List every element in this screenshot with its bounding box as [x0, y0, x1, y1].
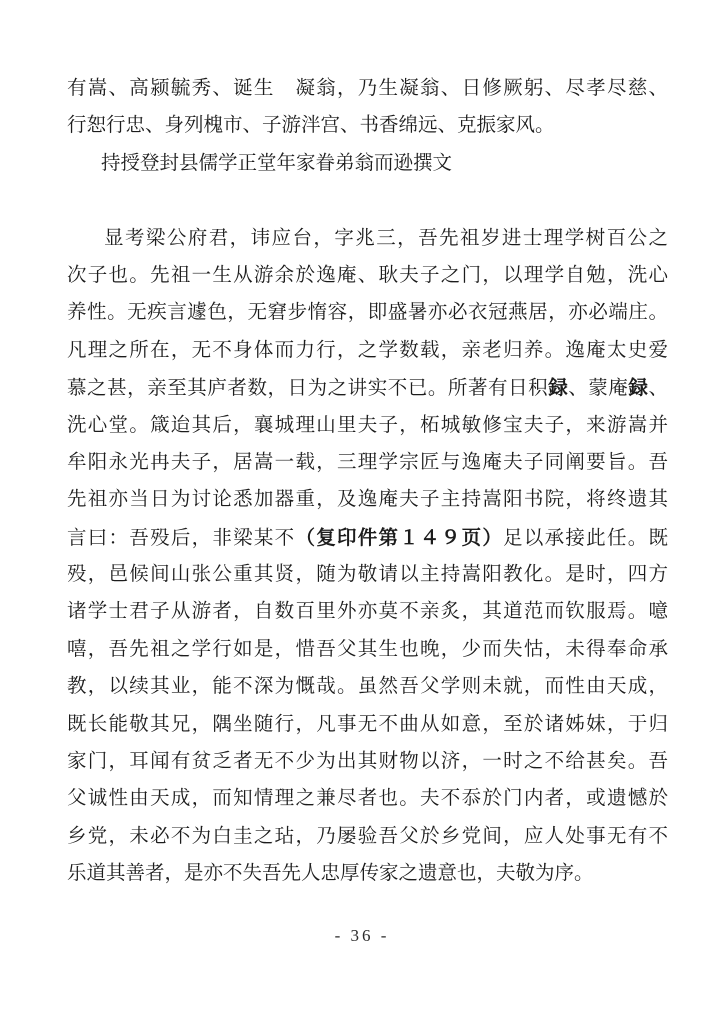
para2-line5 [67, 369, 668, 406]
text-segment: 足以承接此任。既 [503, 527, 668, 549]
para2-line1: 显考梁公府君，讳应台，字兆三，吾先祖岁进士理学树百公之 [104, 227, 668, 249]
para2-line16: 父诚性由天成，而知情理之兼尽者也。夫不忝於门内者，或遗憾於 [67, 788, 668, 810]
para2-line12: 嘻，吾先祖之学行如是，惜吾父其生也晚，少而失怙，未得奉命承 [67, 638, 668, 660]
text-segment: 慕之甚，亲至其庐者数，日为之讲实不已。所著有日积 [67, 378, 549, 400]
para2-line10: 殁，邑候间山张公重其贤，随为敬请以主持嵩阳教化。是时，四方 [67, 564, 668, 586]
copy-page-reference: （复印件第１４９页） [295, 525, 504, 549]
para2-line14: 既长能敬其兄，隅坐随行，凡事无不曲从如意，至於诸姊妹，于归 [67, 713, 668, 735]
page-number: - 36 - [334, 926, 390, 945]
signature-line: 持授登封县儒学正堂年家眷弟翁而逊撰文 [101, 152, 453, 174]
para2-line4: 凡理之所在，无不身体而力行，之学数载，亲老归养。逸庵太史爱 [67, 339, 668, 361]
para2-line8: 先祖亦当日为讨论悉加器重，及逸庵夫子主持嵩阳书院，将终遗其 [67, 489, 668, 511]
bold-lu-character: 録 [548, 376, 569, 400]
bold-lu-character: 録 [628, 376, 649, 400]
para2-line13: 教，以续其业，能不深为慨哉。虽然吾父学则未就，而性由天成， [67, 676, 668, 698]
text-segment: 言曰：吾殁后，非梁某不 [67, 527, 296, 549]
para2-line18: 乐道其善者，是亦不失吾先人忠厚传家之遗意也，夫敬为序。 [67, 863, 594, 885]
para1-line1: 有嵩、高颍毓秀、诞生 凝翁，乃生凝翁、日修厥躬、尽孝尽慈、 [67, 78, 668, 99]
para2-line2: 次子也。先祖一生从游余於逸庵、耿夫子之门，以理学自勉，洗心 [67, 264, 668, 286]
para2-line6: 洗心堂。箴迨其后，襄城理山里夫子，柘城敏修宝夫子，来游嵩并 [67, 414, 668, 436]
para2-line17: 乡党，未必不为白圭之玷，乃屡验吾父於乡党间，应人处事无有不 [67, 825, 668, 847]
para1-line2: 行恕行忠、身列槐市、子游泮宫、书香绵远、克振家风。 [67, 115, 555, 137]
para2-line11: 诸学士君子从游者，自数百里外亦莫不亲炙，其道范而钦服焉。噫 [67, 601, 668, 623]
document-body [67, 70, 668, 893]
para2-line7: 牟阳永光冉夫子，居嵩一载，三理学宗匠与逸庵夫子同阐要旨。吾 [67, 451, 668, 473]
text-segment: 、 [648, 378, 668, 400]
text-segment: 、蒙庵 [568, 378, 629, 400]
para2-line3: 养性。无疾言遽色，无窘步惰容，即盛暑亦必衣冠燕居，亦必端庄。 [67, 302, 668, 324]
para2-line15: 家门，耳闻有贫乏者无不少为出其财物以济，一时之不给甚矣。吾 [67, 751, 668, 773]
para2-line9 [67, 519, 668, 556]
blank-line [67, 182, 668, 219]
